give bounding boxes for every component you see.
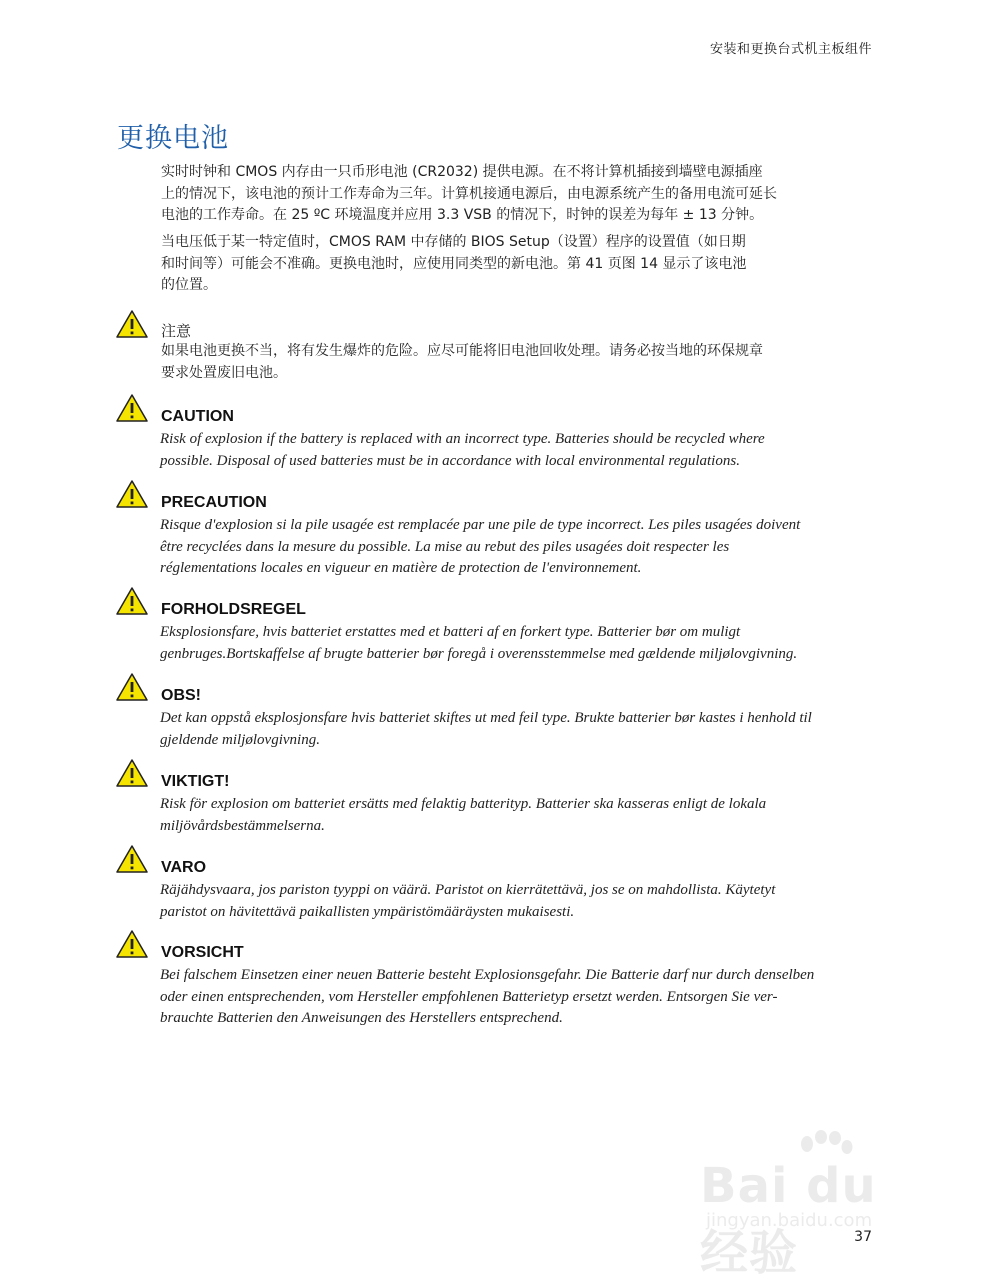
text-line: Bei falschem Einsetzen einer neuen Batterie besteht Explosionsgefahr. Die Batterie darf nur durch denselben [160, 967, 815, 983]
text-line: 实时时钟和 CMOS 内存由一只币形电池 (CR2032) 提供电源。在不将计算机插接到墙壁电源插座 [161, 164, 763, 180]
text-line: 上的情况下，该电池的预计工作寿命为三年。计算机接通电源后，由电源系统产生的备用电流可延长 [161, 185, 777, 202]
warning-triangle-icon [115, 393, 149, 423]
text-line: Eksplosionsfare, hvis batteriet erstattes med et batteri af en forkert type. Batterier bør om muligt [160, 624, 741, 640]
intro-paragraph-2 [161, 232, 881, 297]
warning-title-de: VORSICHT [161, 944, 244, 961]
text-line: 和时间等）可能会不准确。更换电池时，应使用同类型的新电池。第 41 页图 14 显示了该电池 [161, 255, 747, 272]
text-line: être recyclées dans la mesure du possible. La mise au rebut des piles usagées doit respecter les [160, 538, 730, 555]
warning-triangle-icon [115, 758, 149, 788]
watermark [700, 1130, 940, 1281]
warning-title-da: FORHOLDSREGEL [161, 601, 306, 618]
warning-triangle-icon [115, 929, 149, 959]
warning-title-sv: VIKTIGT! [161, 773, 230, 790]
warning-triangle-icon [115, 844, 149, 874]
text-line: Risk för explosion om batteriet ersätts med felaktig batterityp. Batterier ska kasseras enligt de lokala [160, 796, 767, 812]
warning-text-fr [160, 515, 880, 580]
warning-text-de [160, 965, 880, 1030]
text-line: Räjähdysvaara, jos pariston tyyppi on väärä. Paristot on kierrätettävä, jos se on mahdollista. Käytetyt [160, 882, 776, 898]
warning-text-fi [160, 880, 880, 923]
warning-text-da [160, 622, 880, 665]
text-line: paristot on hävitettävä paikallisten ympäristömääräysten mukaisesti. [160, 903, 575, 920]
warning-title-zh: 注意 [161, 322, 192, 340]
warning-text-no [160, 708, 880, 751]
text-line: 电池的工作寿命。在 25 ºC 环境温度并应用 3.3 VSB 的情况下，时钟的误差为每年 ± 13 分钟。 [161, 207, 764, 223]
warning-title-no: OBS! [161, 687, 201, 704]
page-header: 安装和更换台式机主板组件 [709, 42, 872, 57]
warning-text-en [160, 429, 880, 472]
warning-triangle-icon [115, 672, 149, 702]
text-line: brauchte Batterien den Anweisungen des Herstellers entsprechend. [160, 1010, 563, 1026]
page-number: 37 [854, 1229, 872, 1245]
text-line: Det kan oppstå eksplosjonsfare hvis batteriet skiftes ut med feil type. Brukte batterier bør kastes i henhold til [160, 710, 812, 726]
text-line: 当电压低于某一特定值时，CMOS RAM 中存储的 BIOS Setup（设置）程序的设置值（如日期 [161, 234, 746, 250]
watermark-url: jingyan.baidu.com [706, 1210, 873, 1231]
warning-triangle-icon [115, 586, 149, 616]
text-line: 的位置。 [161, 277, 217, 293]
text-line: miljövårdsbestämmelserna. [160, 817, 325, 834]
text-line: réglementations locales en vigueur en matière de protection de l'environnement. [160, 560, 642, 576]
page-title: 更换电池 [117, 123, 229, 154]
warning-title-fi: VARO [161, 859, 207, 876]
text-line: Risque d'explosion si la pile usagée est remplacée par une pile de type incorrect. Les piles usagées doivent [160, 517, 801, 533]
warning-title-fr: PRECAUTION [161, 494, 267, 511]
watermark-brand: Bai du 经验 [700, 1158, 877, 1281]
warning-triangle-icon [115, 309, 149, 339]
text-line: Risk of explosion if the battery is replaced with an incorrect type. Batteries should be recycled where [160, 431, 765, 447]
intro-paragraph-1 [161, 162, 881, 227]
text-line: 如果电池更换不当，将有发生爆炸的危险。应尽可能将旧电池回收处理。请务必按当地的环保规章 [161, 343, 763, 359]
text-line: possible. Disposal of used batteries must be in accordance with local environmental regulations. [160, 452, 740, 469]
text-line: genbruges.Bortskaffelse af brugte batterier bør foregå i overensstemmelse med gældende miljølovgivning. [160, 645, 798, 662]
warning-text-sv [160, 794, 880, 837]
warning-text-zh [161, 341, 881, 384]
warning-triangle-icon [115, 479, 149, 509]
text-line: 要求处置废旧电池。 [161, 364, 287, 381]
text-line: oder einen entsprechenden, vom Hersteller empfohlenen Batterietyp ersetzt werden. Entsorgen Sie ver- [160, 988, 778, 1005]
warning-title-en: CAUTION [161, 408, 234, 425]
text-line: gjeldende miljølovgivning. [160, 731, 320, 748]
